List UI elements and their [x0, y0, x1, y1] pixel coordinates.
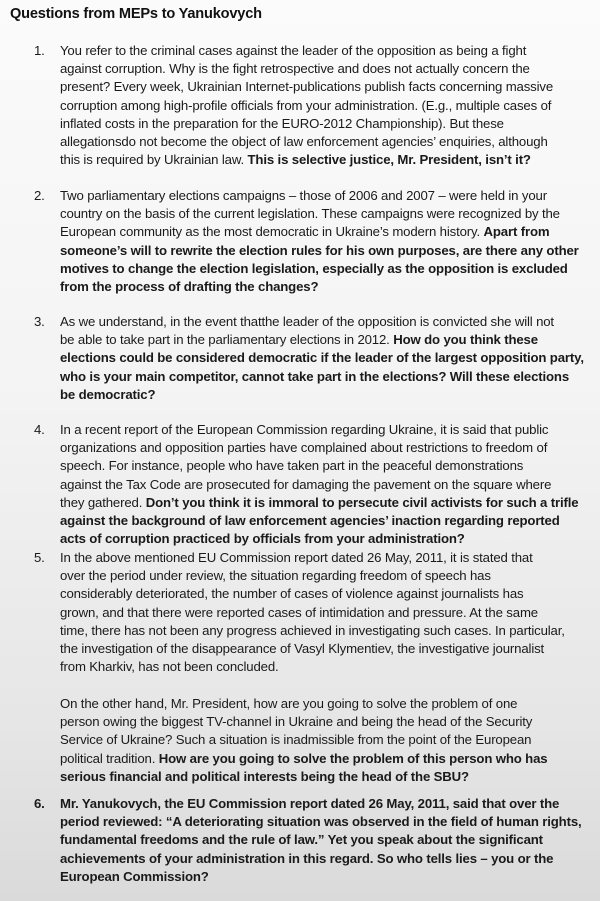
bold-question-text: Mr. Yanukovych, the EU Commission report dated 26 May, 2011, said that over the: [60, 796, 560, 811]
bold-question-text: someone’s will to rewrite the election rules for his own purposes, are there any other: [60, 242, 579, 258]
bold-question-text: from the process of drafting the changes?: [60, 279, 319, 295]
regular-text: the investigation of the disappearance of Vasyl Klymentiev, the investigative journalist: [60, 641, 545, 657]
regular-text: grown, and that there were reported cases of intimidation and pressure. At the same: [60, 604, 538, 620]
bold-question-text: motives to change the election legislation, especially as the opposition is excluded: [60, 260, 568, 276]
text-line: [60, 750, 594, 768]
bold-question-text: serious financial and political interests being the head of the SBU?: [60, 768, 469, 784]
text-line: [60, 640, 594, 658]
bold-question-text: Apart from: [483, 224, 550, 240]
text-line: [60, 549, 594, 567]
question-body: [60, 549, 594, 676]
document-title: Questions from MEPs to Yanukovych: [10, 6, 262, 22]
regular-text: time, there has not been any progress achieved in investigating such cases. In particular,: [60, 622, 565, 638]
question-body-continuation: [60, 695, 594, 786]
text-line: [60, 795, 594, 813]
question-number: 3.: [34, 314, 45, 329]
text-line: [60, 731, 594, 749]
question-number: 1.: [34, 43, 45, 58]
text-line: [60, 567, 594, 585]
question-body: [60, 421, 594, 548]
text-line: [60, 768, 594, 786]
bold-question-text: be democratic?: [60, 386, 156, 402]
text-line: [60, 604, 594, 622]
text-line: [60, 476, 594, 494]
regular-text: they gathered.: [60, 494, 146, 510]
bold-question-text: acts of corruption practiced by officials from your administration?: [60, 531, 465, 547]
text-line: [60, 713, 594, 731]
regular-text: As we understand, in the event thatthe leader of the opposition is convicted she will not: [60, 314, 554, 329]
bold-question-text: achievements of your administration in this regard. So who tells lies – you or the: [60, 850, 554, 866]
regular-text: You refer to the criminal cases against the leader of the opposition as being a fight: [60, 43, 527, 58]
text-line: [60, 386, 594, 404]
text-line: [60, 313, 594, 331]
regular-text: be able to take part in the parliamentary elections in 2012.: [60, 332, 394, 348]
regular-text: present? Every week, Ukrainian Internet-publications publish facts concerning massive: [60, 79, 554, 95]
question-body: [60, 795, 594, 886]
bold-question-text: fundamental freedoms and the rule of law.” Yet you speak about the significant: [60, 832, 543, 848]
bold-question-text: Don’t you think it is immoral to persecute civil activists for such a trifle: [145, 494, 579, 510]
regular-text: Two parliamentary elections campaigns – those of 2006 and 2007 – were held in your: [60, 188, 547, 203]
text-line: [60, 868, 594, 886]
question-3: [34, 313, 594, 404]
regular-text: corruption among high-profile officials from your administration. (E.g., multiple cases of: [60, 97, 552, 113]
text-line: [60, 457, 594, 475]
text-line: [60, 658, 594, 676]
regular-text: over the period under review, the situation regarding freedom of speech has: [60, 568, 491, 584]
text-line: [60, 421, 594, 439]
question-4: [34, 421, 594, 548]
regular-text: against corruption. Why is the fight retrospective and does not actually concern the: [60, 61, 530, 77]
regular-text: considerably deteriorated, the number of cases of violence against journalists has: [60, 586, 524, 602]
text-line: [60, 695, 594, 713]
text-line: [60, 512, 594, 530]
regular-text: inflated costs in the preparation for the EURO-2012 Championship). But these: [60, 115, 504, 131]
bold-question-text: who is your main competitor, cannot take part in the elections? Will these elections: [60, 368, 570, 384]
question-body: [60, 313, 594, 404]
bold-question-text: European Commission?: [60, 868, 209, 884]
regular-text: person owing the biggest TV-channel in Ukraine and being the head of the Security: [60, 714, 533, 730]
text-line: [60, 205, 594, 223]
regular-text: this is required by Ukrainian law.: [60, 152, 248, 168]
regular-text: Service of Ukraine? Such a situation is inadmissible from the point of the European: [60, 732, 532, 748]
text-line: [60, 278, 594, 296]
text-line: [60, 78, 594, 96]
text-line: [60, 850, 594, 868]
text-line: [60, 151, 594, 169]
question-number: 4.: [34, 422, 45, 437]
text-line: [60, 331, 594, 349]
text-line: [60, 260, 594, 278]
regular-text: against the Tax Code are prosecuted for damaging the pavement on the square where: [60, 476, 552, 492]
regular-text: On the other hand, Mr. President, how are you going to solve the problem of one: [60, 696, 518, 711]
question-number: 5.: [34, 550, 45, 565]
regular-text: In a recent report of the European Commission regarding Ukraine, it is said that public: [60, 422, 549, 437]
text-line: [60, 368, 594, 386]
text-line: [60, 60, 594, 78]
text-line: [60, 187, 594, 205]
text-line: [60, 831, 594, 849]
regular-text: allegationsdo not become the object of law enforcement agencies’ enquiries, although: [60, 134, 548, 150]
bold-question-text: elections could be considered democratic if the leader of the largest opposition party,: [60, 350, 584, 366]
bold-question-text: This is selective justice, Mr. President, isn’t it?: [247, 152, 531, 168]
bold-question-text: against the background of law enforcement agencies’ inaction regarding reported: [60, 513, 560, 529]
text-line: [60, 813, 594, 831]
text-line: [60, 223, 594, 241]
text-line: [60, 494, 594, 512]
text-line: [60, 622, 594, 640]
regular-text: speech. For instance, people who have taken part in the peaceful demonstrations: [60, 458, 524, 474]
text-line: [60, 42, 594, 60]
question-number: 6.: [34, 796, 45, 811]
regular-text: In the above mentioned EU Commission report dated 26 May, 2011, it is stated that: [60, 550, 533, 565]
question-5: [34, 549, 594, 676]
question-body: [60, 42, 594, 169]
text-line: [60, 349, 594, 367]
question-2: [34, 187, 594, 296]
regular-text: political tradition.: [60, 750, 159, 766]
regular-text: European community as the most democratic in Ukraine’s modern history.: [60, 224, 484, 240]
text-line: [60, 439, 594, 457]
text-line: [60, 530, 594, 548]
text-line: [60, 585, 594, 603]
question-body: [60, 187, 594, 296]
question-5-continuation: [34, 695, 594, 786]
regular-text: from Kharkiv, has not been concluded.: [60, 659, 279, 675]
bold-question-text: How do you think these: [393, 332, 538, 348]
question-6: [34, 795, 594, 886]
text-line: [60, 97, 594, 115]
regular-text: country on the basis of the current legislation. These campaigns were recognized by the: [60, 206, 560, 222]
question-1: [34, 42, 594, 169]
bold-question-text: How are you going to solve the problem of this person who has: [158, 750, 548, 766]
bold-question-text: period reviewed: “A deteriorating situation was observed in the field of human rights,: [60, 814, 582, 830]
text-line: [60, 115, 594, 133]
text-line: [60, 242, 594, 260]
text-line: [60, 133, 594, 151]
regular-text: organizations and opposition parties have complained about restrictions to freedom of: [60, 440, 548, 456]
question-number: 2.: [34, 188, 45, 203]
